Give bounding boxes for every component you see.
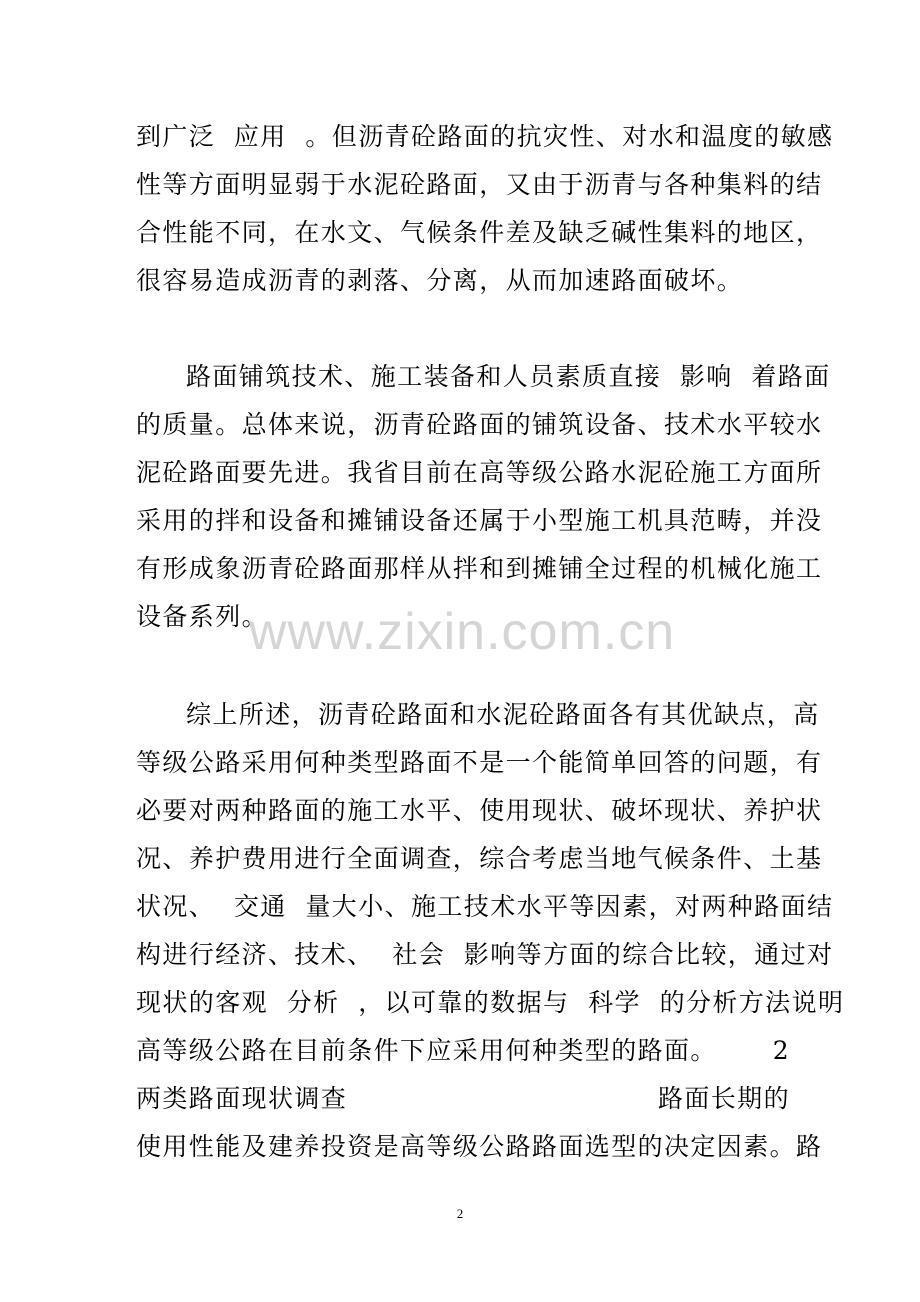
text-line: 很容易造成沥青的剥落、分离，从而加速路面破坏。 — [136, 266, 744, 295]
text-line-left: 高等级公路在目前条件下应采用何种类型的路面。 — [136, 1036, 717, 1065]
text-line: 的质量。总体来说，沥青砼路面的铺筑设备、技术水平较水 — [136, 410, 823, 439]
text-line: 泥砼路面要先进。我省目前在高等级公路水泥砼施工方面所 — [136, 458, 823, 487]
text-line: 性等方面明显弱于水泥砼路面，又由于沥青与各种集料的结 — [136, 170, 823, 199]
text-line: 综上所述，沥青砼路面和水泥砼路面各有其优缺点，高 — [186, 700, 820, 729]
page-number: 2 — [456, 1206, 464, 1221]
watermark: www.zixin.com.cn — [248, 603, 676, 661]
text-line-right: 路面长期的 — [657, 1084, 790, 1113]
text-line: 构进行经济、技术、 社会 影响等方面的综合比较，通过对 — [136, 940, 834, 969]
text-line: 等级公路采用何种类型路面不是一个能简单回答的问题，有 — [136, 748, 823, 777]
text-line: 状况、 交通 量大小、施工技术水平等因素，对两种路面结 — [136, 892, 834, 921]
text-line: 路面铺筑技术、施工装备和人员素质直接 影响 着路面 — [186, 362, 831, 391]
section-heading: 两类路面现状调查 — [136, 1084, 348, 1113]
text-line: 采用的拌和设备和摊铺设备还属于小型施工机具范畴，并没 — [136, 506, 823, 535]
section-heading-line — [136, 1084, 790, 1114]
text-line: 况、养护费用进行全面调查，综合考虑当地气候条件、土基 — [136, 844, 823, 873]
text-line-with-section-number — [136, 1036, 790, 1066]
text-line: 必要对两种路面的施工水平、使用现状、破坏现状、养护状 — [136, 796, 823, 825]
text-line: 设备系列。 — [136, 602, 269, 631]
text-line: 现状的客观 分析 ，以可靠的数据与 科学 的分析方法说明 — [136, 988, 845, 1017]
section-number: 2 — [772, 1036, 790, 1065]
text-line: 有形成象沥青砼路面那样从拌和到摊铺全过程的机械化施工 — [136, 554, 823, 583]
text-line: 合性能不同，在水文、气候条件差及缺乏碱性集料的地区， — [136, 218, 823, 247]
text-line: 使用性能及建养投资是高等级公路路面选型的决定因素。路 — [136, 1132, 823, 1161]
text-line: 到广泛 应用 。但沥青砼路面的抗灾性、对水和温度的敏感 — [136, 122, 834, 151]
